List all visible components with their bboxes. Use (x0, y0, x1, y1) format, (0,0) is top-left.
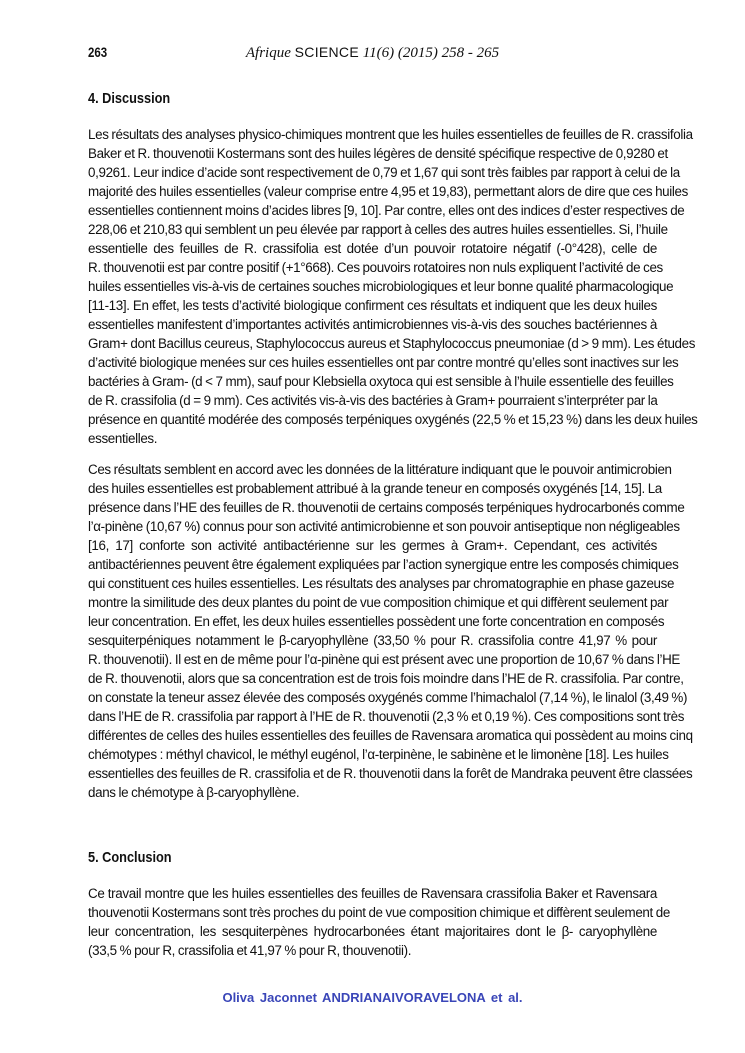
text-line: des huiles essentielles est probablement attribué à la grande teneur en composés oxygénés [14, 15]. La (88, 481, 662, 496)
text-line: [11-13]. En effet, les tests d’activité biologique confirment ces résultats et indiquent que les deux huiles (88, 298, 657, 313)
text-line: sesquiterpéniques notamment le β-caryophyllène (33,50 % pour R. crassifolia contre 41,97 % pour (88, 633, 657, 648)
text-line: essentielles manifestent d’importantes activités antimicrobiennes vis-à-vis des souches bactériennes à (88, 317, 657, 332)
text-line: Ces résultats semblent en accord avec les données de la littérature indiquant que le pouvoir antimicrobien (88, 462, 672, 477)
text-line: Ce travail montre que les huiles essentielles des feuilles de Ravensara crassifolia Baker et Ravensara (88, 886, 657, 901)
text-line: chémotypes : méthyl chavicol, le méthyl eugénol, l’α-terpinène, le sabinène et le limonène [18]. Les huiles (88, 747, 669, 762)
text-line: différentes de celles des huiles essentielles des feuilles de Ravensara aromatica qui possèdent au moins cinq (88, 728, 693, 743)
text-line: montre la similitude des deux plantes du point de vue composition chimique et qui diffèrent seulement par (88, 595, 669, 610)
text-line: d’activité biologique menées sur ces huiles essentielles ont par contre montré qu’elles sont inactives sur les (88, 355, 679, 370)
text-line: essentielle des feuilles de R. crassifolia est dotée d’un pouvoir rotatoire négatif (-0°428), celle de (88, 241, 657, 256)
discussion-paragraph-1 (88, 125, 698, 448)
text-line: Gram+ dont Bacillus ceureus, Staphylococcus aureus et Staphylococcus pneumoniae (d > 9 mm). Les études (88, 336, 696, 351)
text-line: antibactériennes peuvent être également expliquées par l’action synergique entre les composés chimiques (88, 557, 679, 572)
journal-reference (88, 44, 657, 62)
journal-name: SCIENCE (294, 44, 359, 60)
text-line: 228,06 et 210,83 qui semblent un peu élevée par rapport à celles des autres huiles essentielles. Si, l’huile (88, 222, 668, 237)
text-line: présence dans l’HE des feuilles de R. thouvenotii de certains composés terpéniques hydrocarbonés comme (88, 500, 685, 515)
text-line: l’α-pinène (10,67 %) connus pour son activité antimicrobienne et son pouvoir antiseptique non négligeables (88, 519, 680, 534)
text-line: essentielles des feuilles de R. crassifolia et de R. thouvenotii dans la forêt de Mandraka peuvent être classées (88, 766, 693, 781)
text-line: dans le chémotype à β-caryophyllène. (88, 785, 300, 800)
text-line: essentielles contiennent moins d’acides libres [9, 10]. Par contre, elles ont des indices d’ester respectives de (88, 203, 685, 218)
text-line: Les résultats des analyses physico-chimiques montrent que les huiles essentielles de feuilles de R. crassifolia (88, 127, 693, 142)
text-line: Baker et R. thouvenotii Kostermans sont des huiles légères de densité spécifique respective de 0,9280 et (88, 146, 668, 161)
text-line: qui constituent ces huiles essentielles. Les résultats des analyses par chromatographie en phase gazeuse (88, 576, 675, 591)
conclusion-heading: 5. Conclusion (88, 849, 172, 866)
text-line: on constate la teneur assez élevée des composés oxygénés comme l’himachalol (7,14 %), le linalol (3,49 %) (88, 690, 688, 705)
text-line: bactéries à Gram- (d < 7 mm), sauf pour Klebsiella oxytoca qui est sensible à l’huile essentielle des feuilles (88, 374, 674, 389)
journal-volume: 11(6) (2015) 258 - 265 (362, 45, 500, 61)
page-number: 263 (88, 44, 108, 60)
text-line: 0,9261. Leur indice d’acide sont respectivement de 0,79 et 1,67 qui sont très faibles par rapport à celui de la (88, 165, 680, 180)
text-line: (33,5 % pour R, crassifolia et 41,97 % pour R, thouvenotii). (88, 943, 412, 958)
text-line: R. thouvenotii). Il est en de même pour l’α-pinène qui est présent avec une proportion de 10,67 % dans l’HE (88, 652, 681, 667)
discussion-paragraph-2 (88, 460, 693, 802)
text-line: leur concentration, les sesquiterpènes hydrocarbonées étant majoritaires dont le β- caryophyllène (88, 924, 657, 939)
text-line: thouvenotii Kostermans sont très proches du point de vue composition chimique et diffèrent seulement de (88, 905, 670, 920)
conclusion-paragraph (88, 884, 670, 960)
text-line: présence en quantité modérée des composés terpéniques oxygénés (22,5 % et 15,23 %) dans les deux huiles (88, 412, 698, 427)
text-line: leur concentration. En effet, les deux huiles essentielles possèdent une forte concentration en composés (88, 614, 665, 629)
author-footer: Oliva Jaconnet ANDRIANAIVORAVELONA et al. (222, 990, 523, 1005)
journal-italic: Afrique (245, 45, 291, 61)
text-line: de R. thouvenotii, alors que sa concentration est de trois fois moindre dans l’HE de R. crassifolia. Par contre, (88, 671, 684, 686)
text-line: majorité des huiles essentielles (valeur comprise entre 4,95 et 19,83), permettant alors de dire que ces huiles (88, 184, 688, 199)
text-line: essentielles. (88, 431, 158, 446)
page-header (88, 44, 657, 64)
text-line: dans l’HE de R. crassifolia par rapport à l’HE de R. thouvenotii (2,3 % et 0,19 %). Ces compositions sont très (88, 709, 685, 724)
discussion-heading: 4. Discussion (88, 90, 171, 107)
text-line: R. thouvenotii est par contre positif (+1°668). Ces pouvoirs rotatoires non nuls expliquent l’activité de ces (88, 260, 663, 275)
text-line: huiles essentielles vis-à-vis de certaines souches microbiologiques et leur bonne qualité pharmacologique (88, 279, 674, 294)
text-line: [16, 17] conforte son activité antibactérienne sur les germes à Gram+. Cependant, ces activités (88, 538, 657, 553)
text-line: de R. crassifolia (d = 9 mm). Ces activités vis-à-vis des bactéries à Gram+ pourraient s’interpréter par la (88, 393, 658, 408)
